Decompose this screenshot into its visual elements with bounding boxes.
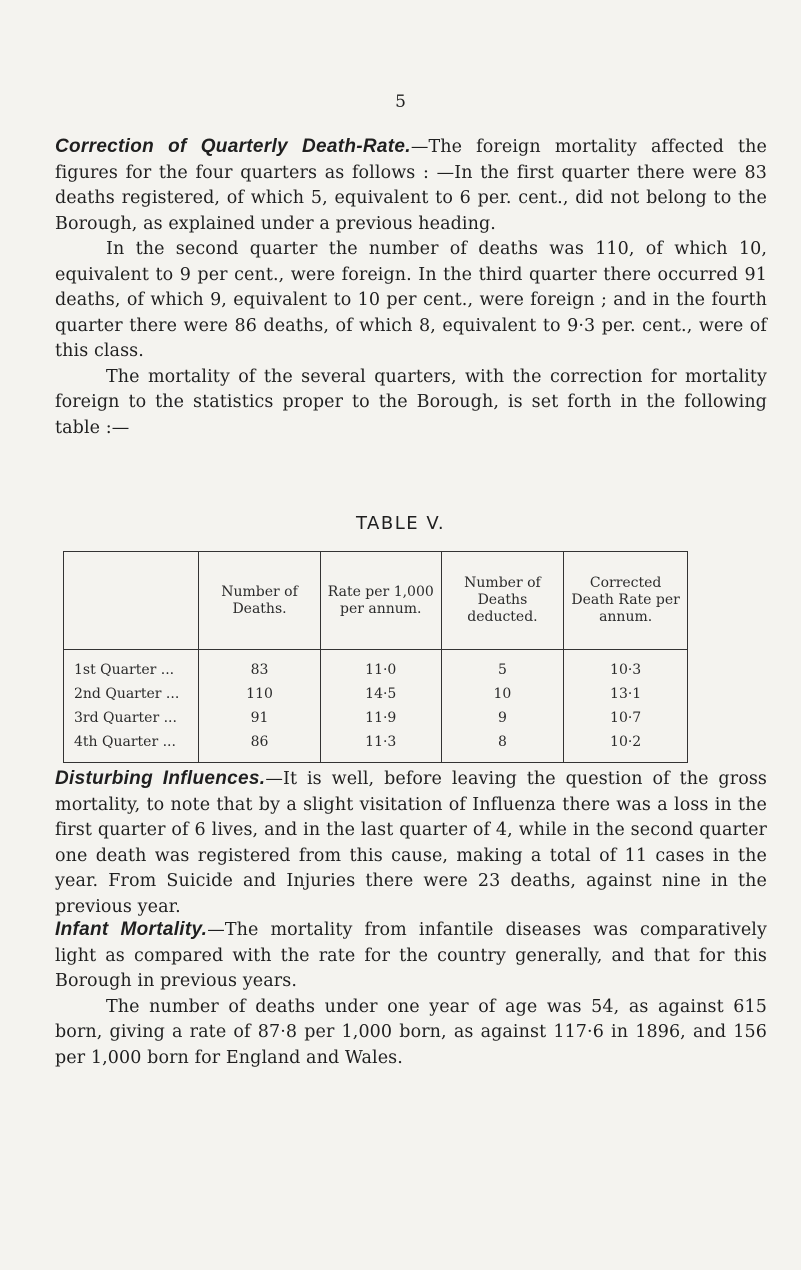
table-row [64, 706, 688, 730]
paragraph-text: —It is well, before leaving the question of the gross mortality, to note that by a slight visitation of Influenza there was a loss in the first quarter of 6 lives, and in the last quarter of 4, while in the second quarter one death was registered from this cause, making a total of 11 cases in the year. From Suicide and Injuries there were 23 deaths, against nine in the previous year. [55, 769, 768, 917]
table-row [64, 730, 688, 763]
header-cell-label [64, 552, 199, 650]
table-row [64, 650, 688, 683]
cell-deducted: 5 [441, 650, 564, 683]
cell-deducted: 8 [441, 730, 564, 763]
row-label: 3rd Quarter ... [64, 706, 199, 730]
section-disturbing-influences [55, 766, 767, 920]
paragraph: The mortality of the several quarters, with the correction for mortality foreign to the statistics proper to the Borough, is set forth in the following table :— [55, 366, 767, 438]
cell-rate: 14·5 [320, 682, 441, 706]
row-label: 2nd Quarter ... [64, 682, 199, 706]
header-cell-rate: Rate per 1,000 per annum. [320, 552, 441, 650]
cell-deaths: 86 [199, 730, 321, 763]
paragraph [55, 766, 767, 920]
cell-corrected: 10·7 [564, 706, 688, 730]
paragraph [55, 917, 767, 995]
cell-rate: 11·9 [320, 706, 441, 730]
cell-rate: 11·3 [320, 730, 441, 763]
table-title: TABLE V. [355, 513, 446, 534]
section-infant-mortality [55, 917, 767, 1071]
mortality-table [63, 551, 688, 763]
section-heading: Disturbing Influences. [55, 768, 266, 789]
cell-corrected: 13·1 [564, 682, 688, 706]
cell-deaths: 110 [199, 682, 321, 706]
section-correction [55, 134, 767, 441]
cell-deducted: 9 [441, 706, 564, 730]
paragraph: The number of deaths under one year of age was 54, as against 615 born, giving a rate of 87·8 per 1,000 born, as against 117·6 in 1896, and 156 per 1,000 born for England and Wales. [55, 996, 767, 1068]
row-label: 4th Quarter ... [64, 730, 199, 763]
header-cell-deducted: Number of Deaths deducted. [441, 552, 564, 650]
cell-deaths: 91 [199, 706, 321, 730]
cell-rate: 11·0 [320, 650, 441, 683]
header-cell-corrected: Corrected Death Rate per annum. [564, 552, 688, 650]
row-label: 1st Quarter ... [64, 650, 199, 683]
cell-deducted: 10 [441, 682, 564, 706]
table-header-row [64, 552, 688, 650]
section-heading: Correction of Quarterly Death-Rate. [55, 136, 411, 157]
paragraph-text: —The mortality from infantile diseases was comparatively light as compared with the rate for the country generally, and that for this Borough in previous years. [55, 920, 767, 991]
section-heading: Infant Mortality. [55, 919, 208, 940]
table-row [64, 682, 688, 706]
cell-corrected: 10·2 [564, 730, 688, 763]
paragraph: In the second quarter the number of deaths was 110, of which 10, equivalent to 9 per cent., were foreign. In the third quarter there occurred 91 deaths, of which 9, equivalent to 10 per cent., were foreign ; and in the fourth quarter there were 86 deaths, of which 8, equivalent to 9·3 per. cent., were of this class. [55, 239, 767, 361]
cell-deaths: 83 [199, 650, 321, 683]
page-number: 5 [395, 92, 406, 112]
header-cell-deaths: Number of Deaths. [199, 552, 321, 650]
paragraph-text: —The foreign mortality affected the figures for the four quarters as follows : —In the first quarter there were 83 deaths registered, of which 5, equivalent to 6 per. cent., did not belong to the Borough, as explained under a previous heading. [55, 137, 767, 234]
paragraph [55, 134, 767, 237]
cell-corrected: 10·3 [564, 650, 688, 683]
